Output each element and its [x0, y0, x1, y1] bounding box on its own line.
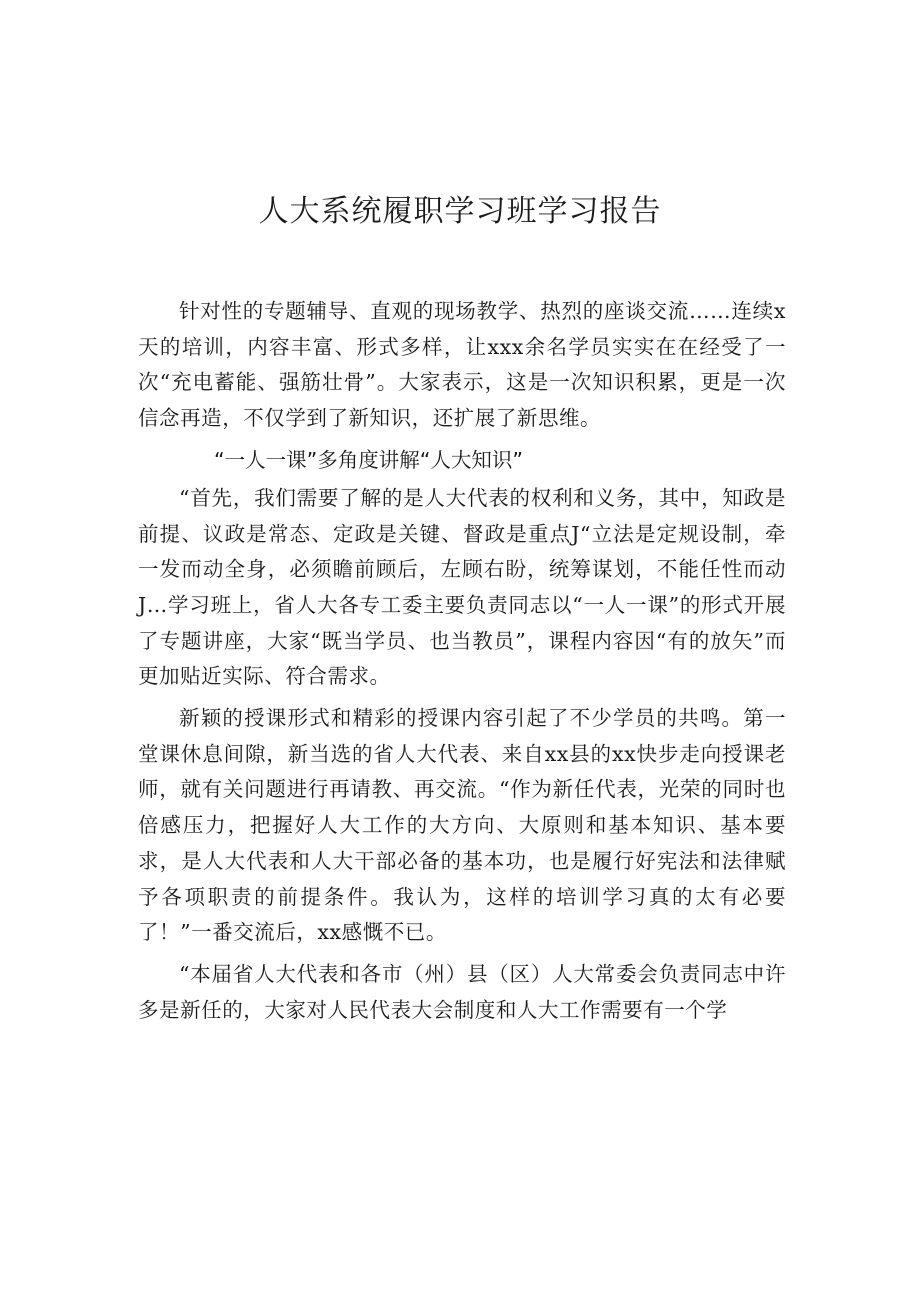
section-paragraph-1: “首先，我们需要了解的是人大代表的权利和义务，其中，知政是前提、议政是常态、定政是关键、督政是重点J“立法是定规设制，牵一发而动全身，必须瞻前顾后，左顾右盼，统筹谋划，不能任性而动J…学习班上，省人大各专工委主要负责同志以“一人一课”的形式开展了专题讲座，大家“既当学员、也当教员”，课程内容因“有的放矢”而更加贴近实际、符合需求。 — [138, 485, 786, 689]
section-paragraph-3: “本届省人大代表和各市（州）县（区）人大常委会负责同志中许多是新任的，大家对人民代表大会制度和人大工作需要有一个学 — [138, 961, 786, 1022]
intro-paragraph: 针对性的专题辅导、直观的现场教学、热烈的座谈交流……连续x天的培训，内容丰富、形式多样，让xxx余名学员实实在在经受了一次“充电蓄能、强筋壮骨”。大家表示，这是一次知识积累，更是一次信念再造，不仅学到了新知识，还扩展了新思维。 — [138, 299, 786, 431]
document-body — [138, 294, 786, 1034]
section-heading: “一人一课”多角度讲解“人大知识” — [214, 447, 523, 472]
document-title: 人大系统履职学习班学习报告 — [258, 194, 662, 229]
section-paragraph-2: 新颖的授课形式和精彩的授课内容引起了不少学员的共鸣。第一堂课休息间隙，新当选的省人大代表、来自xx县的xx快步走向授课老师，就有关问题进行再请教、再交流。“作为新任代表，光荣的同时也倍感压力，把握好人大工作的大方向、大原则和基本知识、基本要求，是人大代表和人大干部必备的基本功，也是履行好宪法和法律赋予各项职责的前提条件。我认为，这样的培训学习真的太有必要了！”一番交流后，xx感慨不已。 — [138, 706, 786, 945]
